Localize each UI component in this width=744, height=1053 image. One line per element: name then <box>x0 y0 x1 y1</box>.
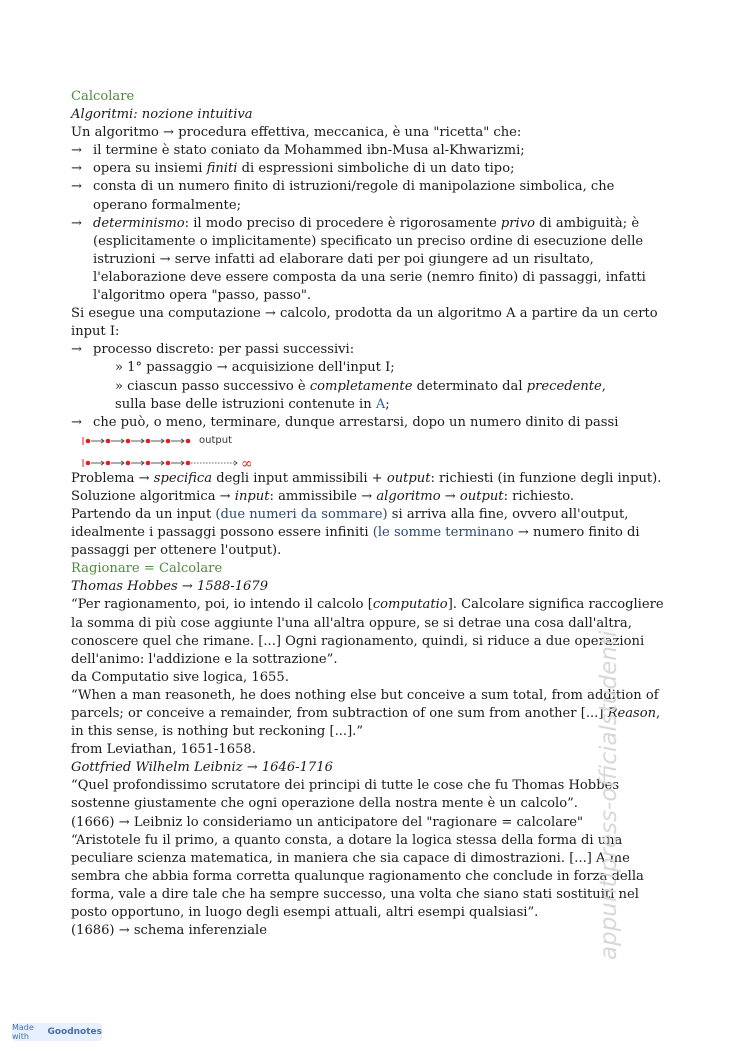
text-span: ; <box>385 396 390 412</box>
input-line <box>71 524 671 542</box>
italic-span: finiti <box>206 161 238 177</box>
infinity-icon: ∞ <box>241 455 253 470</box>
bullet-item <box>71 341 671 359</box>
text-line: (esplicitamente o implicitamente) specificato un preciso ordine di esecuzione delle <box>93 233 644 249</box>
goodnotes-badge[interactable] <box>12 1023 102 1041</box>
step-dot <box>106 438 111 443</box>
italic-span: computatio <box>372 597 448 613</box>
note-line: (1686) → schema inferenziale <box>71 923 267 939</box>
text-span: Partendo da un input <box>71 506 216 522</box>
text-span: ]. Calcolare significa raccogliere <box>447 597 664 613</box>
computation-line: input I: <box>71 324 120 340</box>
text-line: l'algoritmo opera "passo, passo". <box>93 288 312 304</box>
text-span: : richiesto. <box>503 488 575 504</box>
quote-line: sembra che abbia forma corretta qualunque ragionamento che conclude in forza della <box>71 868 644 884</box>
bullet-item <box>71 160 671 178</box>
text-span: Soluzione algoritmica → <box>71 488 235 504</box>
text-line <box>93 215 671 233</box>
text-span: sulla base delle istruzioni contenute in <box>115 396 376 412</box>
arrow-bullet-icon: → <box>71 143 82 159</box>
quote-line: “When a man reasoneth, he does nothing else but conceive a sum total, from addition of <box>71 687 659 703</box>
highlight-span: (due numeri da sommare) <box>215 506 388 522</box>
text-span: : ammissibile → <box>269 488 377 504</box>
step-dot <box>186 438 191 443</box>
step-diagram <box>71 432 671 470</box>
problem-line <box>71 470 671 488</box>
quote-line: conoscere quel che rimane. [...] Ogni ragionamento, quindi, si riduce a due operazioni <box>71 633 645 649</box>
hobbes-heading: Thomas Hobbes → 1588-1679 <box>71 579 269 595</box>
quote-line <box>71 596 671 614</box>
text-span: di ambiguità; è <box>534 215 640 231</box>
bullet-item <box>71 414 671 432</box>
italic-span: completamente <box>309 378 413 394</box>
text-line: operano formalmente; <box>93 197 241 213</box>
quote-line: peculiare scienza matematica, in maniera che sia capace di dimostrazioni. [...] A me <box>71 850 630 866</box>
text-span: idealmente i passaggi possono essere infiniti <box>71 525 373 541</box>
quote-source: da Computatio sive logica, 1655. <box>71 669 289 685</box>
badge-prefix: Made with <box>12 1023 34 1041</box>
step-dot <box>166 438 171 443</box>
bullet-text: il termine è stato coniato da Mohammed ibn-Musa al-Khwarizmi; <box>93 143 525 159</box>
text-span: si arriva alla fine, ovvero all'output, <box>387 506 629 522</box>
output-label: output <box>199 434 232 446</box>
computation-line: Si esegue una computazione → calcolo, prodotta da un algoritmo A a partire da un certo <box>71 306 658 322</box>
bullet-text <box>93 178 671 214</box>
sub-bullet <box>71 378 671 396</box>
quote-source: from Leviathan, 1651-1658. <box>71 742 256 758</box>
arrow-bullet-icon: → <box>71 161 82 177</box>
bullet-item <box>71 142 671 160</box>
document-body <box>71 88 671 940</box>
quote-line: posto opportuno, in luogo degli esempi attuali, altri esempi qualsiasi”. <box>71 905 539 921</box>
bullet-text <box>93 160 671 178</box>
bullet-text: processo discreto: per passi successivi: <box>93 342 355 358</box>
input-line <box>71 506 671 524</box>
quote-line: “Aristotele fu il primo, a quanto consta, a dotare la logica stessa della forma di una <box>71 832 623 848</box>
quote-line: sostenne giustamente che ogni operazione della nostra mente è un calcolo”. <box>71 796 578 812</box>
quote-line: dell'animo: l'addizione e la sottrazione”. <box>71 651 338 667</box>
step-dot <box>86 438 91 443</box>
finite-steps-row <box>86 438 191 443</box>
text-line: istruzioni → serve infatti ad elaborare dati per poi giungere ad un risultato, <box>93 251 594 267</box>
quote-line <box>71 705 671 723</box>
text-span: parcels; or conceive a remainder, from subtraction of one sum from another [...] <box>71 706 608 721</box>
text-span: » ciascun passo successivo è <box>115 378 310 394</box>
infinite-steps-row <box>86 460 237 465</box>
text-span: : il modo preciso di procedere è rigorosamente <box>184 215 501 231</box>
arrow-bullet-icon: → <box>71 342 82 358</box>
step-dot <box>106 460 111 465</box>
arrow-bullet-icon: → <box>71 414 82 430</box>
italic-span: input <box>234 488 270 504</box>
leibniz-heading: Gottfried Wilhelm Leibniz → 1646-1716 <box>71 760 333 776</box>
highlight-span: A <box>375 396 386 412</box>
bullet-item <box>71 215 671 305</box>
text-span: opera su insiemi <box>93 161 207 177</box>
bullet-text: che può, o meno, terminare, dunque arrestarsi, dopo un numero dinito di passi <box>93 414 619 430</box>
text-span: “Per ragionamento, poi, io intendo il calcolo [ <box>71 597 373 613</box>
text-span: determinato dal <box>412 378 527 394</box>
quote-line: in this sense, is nothing but reckoning [...].” <box>71 724 364 740</box>
quote-line: “Quel profondissimo scrutatore dei principi di tutte le cose che fu Thomas Hobbes <box>71 778 620 794</box>
section-title-calcolare: Calcolare <box>71 89 135 104</box>
text-span: : richiesti (in funzione degli input). <box>430 470 662 486</box>
arrow-bullet-icon: → <box>71 179 82 195</box>
note-line: (1666) → Leibniz lo consideriamo un anticipatore del "ragionare = calcolare" <box>71 814 584 830</box>
watermark: appuntipress-officialstudenti <box>596 630 622 960</box>
step-dot <box>146 460 151 465</box>
italic-span: specifica <box>153 470 213 486</box>
italic-span: algoritmo <box>376 488 441 504</box>
text-span: → numero finito di <box>513 525 640 541</box>
quote-line: la somma di più cose aggiunte l'una all'altra oppure, se si detrae una cosa dall'altra, <box>71 615 632 631</box>
text-span: , <box>656 706 661 721</box>
text-line: l'elaborazione deve essere composta da una serie (nemro finito) di passaggi, infatti <box>93 269 646 285</box>
quote-line: forma, vale a dire tale che ha sempre successo, una volta che siano stati sostituiti nel <box>71 886 639 902</box>
bullet-item <box>71 178 671 214</box>
italic-span: privo <box>500 215 535 231</box>
algorithm-intro: Un algoritmo → procedura effettiva, meccanica, è una "ricetta" che: <box>71 125 522 141</box>
arrow-bullet-icon: → <box>71 215 82 231</box>
text-span: , <box>601 378 606 394</box>
step-dot <box>146 438 151 443</box>
text-span: Problema → <box>71 470 154 486</box>
step-dot <box>186 460 191 465</box>
input-line: passaggi per ottenere l'output). <box>71 543 282 559</box>
step-dot <box>126 438 131 443</box>
sub-bullet: » 1° passaggio → acquisizione dell'input I; <box>115 360 395 376</box>
solution-line <box>71 488 671 506</box>
step-diagram-svg <box>79 432 379 470</box>
step-dot <box>126 460 131 465</box>
section-title-ragionare: Ragionare = Calcolare <box>71 561 223 577</box>
step-dot <box>166 460 171 465</box>
subtitle-algoritmi: Algoritmi: nozione intuitiva <box>71 107 253 123</box>
italic-span: determinismo <box>93 215 185 231</box>
italic-span: output <box>386 470 431 486</box>
text-line: consta di un numero finito di istruzioni/regole di manipolazione simbolica, che <box>93 179 615 195</box>
step-dot <box>86 460 91 465</box>
text-span: → <box>440 488 460 504</box>
highlight-span: (le somme terminano <box>372 525 514 541</box>
italic-span: output <box>459 488 504 504</box>
bullet-text <box>93 215 671 305</box>
italic-span: precedente <box>526 378 602 394</box>
badge-name: Goodnotes <box>47 1027 102 1037</box>
sub-bullet-continuation <box>71 396 671 414</box>
italic-span: Reason <box>607 706 657 721</box>
text-span: degli input ammissibili + <box>212 470 387 486</box>
text-span: di espressioni simboliche di un dato tipo; <box>237 161 515 177</box>
